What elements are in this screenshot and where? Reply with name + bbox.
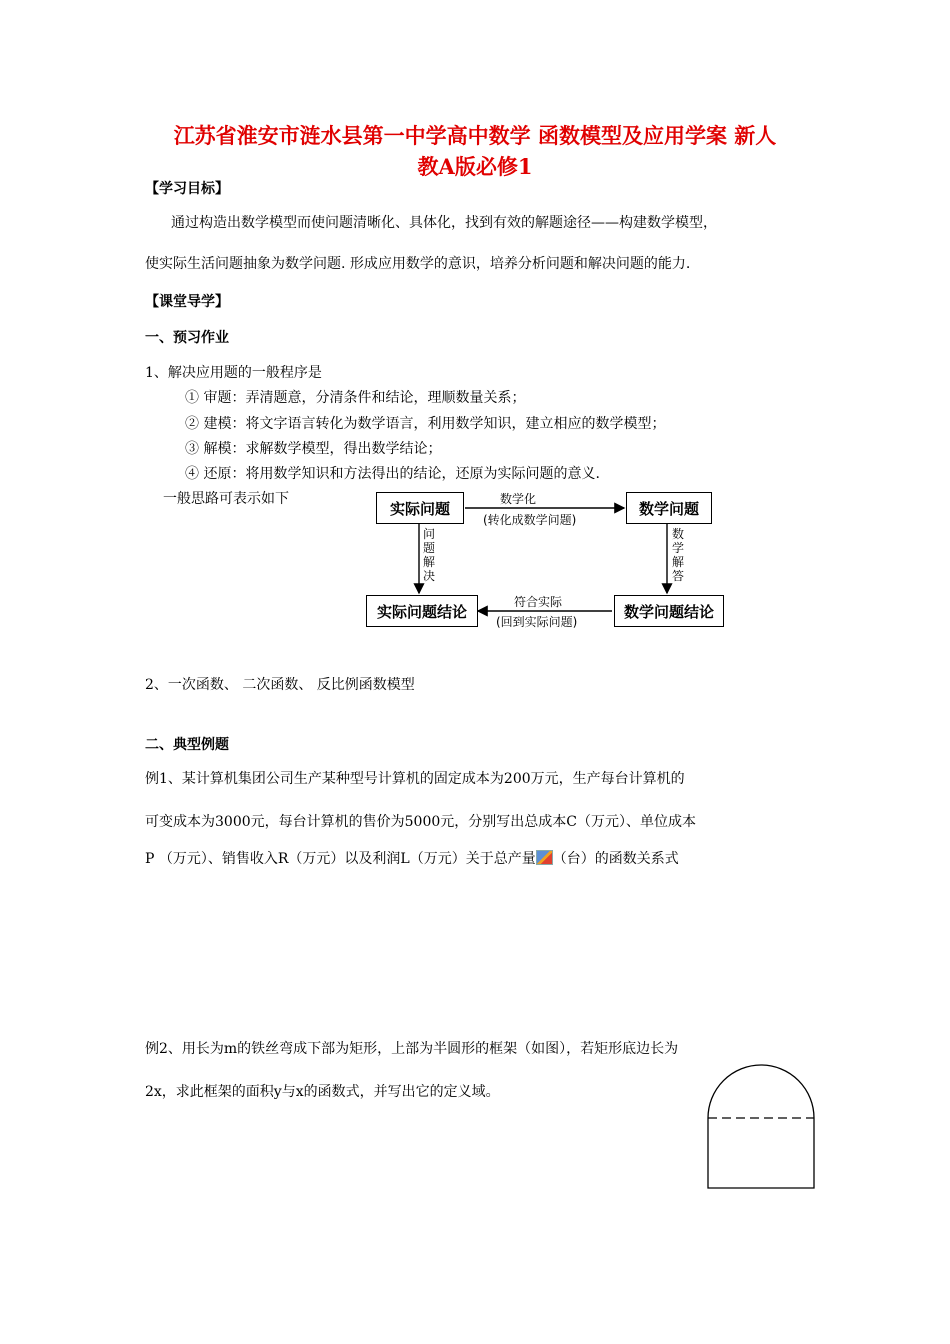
label-left: 问题解决: [422, 527, 435, 583]
broken-image-icon: [536, 850, 553, 865]
flow-intro: 一般思路可表示如下: [163, 491, 289, 507]
part1-item-1: 1、解决应用题的一般程序是: [145, 365, 322, 381]
example-2-line-1: 例2、用长为m的铁丝弯成下部为矩形，上部为半圆形的框架（如图），若矩形底边长为: [145, 1041, 679, 1057]
part1-heading: 一、预习作业: [145, 330, 229, 346]
label-top: 数学化: [500, 492, 537, 506]
step-1: ① 审题：弄清题意，分清条件和结论，理顺数量关系；: [185, 390, 526, 406]
step-4: ④ 还原：将用数学知识和方法得出的结论，还原为实际问题的意义.: [185, 466, 600, 482]
frame-figure: [700, 1060, 820, 1195]
step-3: ③ 解模：求解数学模型，得出数学结论；: [185, 441, 442, 457]
goals-text-line-1: 通过构造出数学模型而使问题清晰化、具体化，找到有效的解题途径——构建数学模型，: [171, 215, 717, 231]
guide-heading: 【课堂导学】: [145, 294, 229, 310]
example-2-line-2: 2x，求此框架的面积y与x的函数式，并写出它的定义域。: [145, 1084, 500, 1100]
title-line-2: 教A版必修1: [417, 154, 533, 179]
box-real-problem: 实际问题: [376, 492, 464, 524]
label-bottom: 符合实际: [514, 595, 563, 609]
example-1-line-3: [145, 848, 679, 868]
flowchart: [362, 485, 732, 635]
box-math-conclusion: 数学问题结论: [614, 595, 724, 627]
label-right: 数学解答: [671, 527, 684, 583]
part2-heading: 二、典型例题: [145, 737, 229, 753]
rectangle-frame: [708, 1118, 814, 1188]
box-real-conclusion: 实际问题结论: [366, 595, 478, 627]
example-1-line-1: 例1、某计算机集团公司生产某种型号计算机的固定成本为200万元，生产每台计算机的: [145, 771, 685, 787]
example-1-line-3b: （台）的函数关系式: [552, 851, 679, 867]
title-line-1: 江苏省淮安市涟水县第一中学高中数学 函数模型及应用学案 新人: [173, 123, 777, 148]
label-bottom-sub: (回到实际问题): [496, 615, 578, 629]
example-1-line-3a: P （万元）、销售收入R（万元）以及利润L（万元）关于总产量: [145, 851, 536, 867]
step-2: ② 建模：将文字语言转化为数学语言，利用数学知识，建立相应的数学模型；: [185, 416, 666, 432]
document-title: [100, 120, 850, 182]
part1-item-2: 2、一次函数、 二次函数、 反比例函数模型: [145, 677, 415, 693]
label-top-sub: (转化成数学问题): [483, 513, 577, 527]
semicircle-arc: [708, 1065, 814, 1118]
goals-text-line-2: 使实际生活问题抽象为数学问题. 形成应用数学的意识，培养分析问题和解决问题的能力.: [145, 256, 691, 272]
goals-heading: 【学习目标】: [145, 181, 229, 197]
example-1-line-2: 可变成本为3000元，每台计算机的售价为5000元，分别写出总成本C（万元）、单位成本: [145, 814, 696, 830]
box-math-problem: 数学问题: [626, 492, 712, 524]
